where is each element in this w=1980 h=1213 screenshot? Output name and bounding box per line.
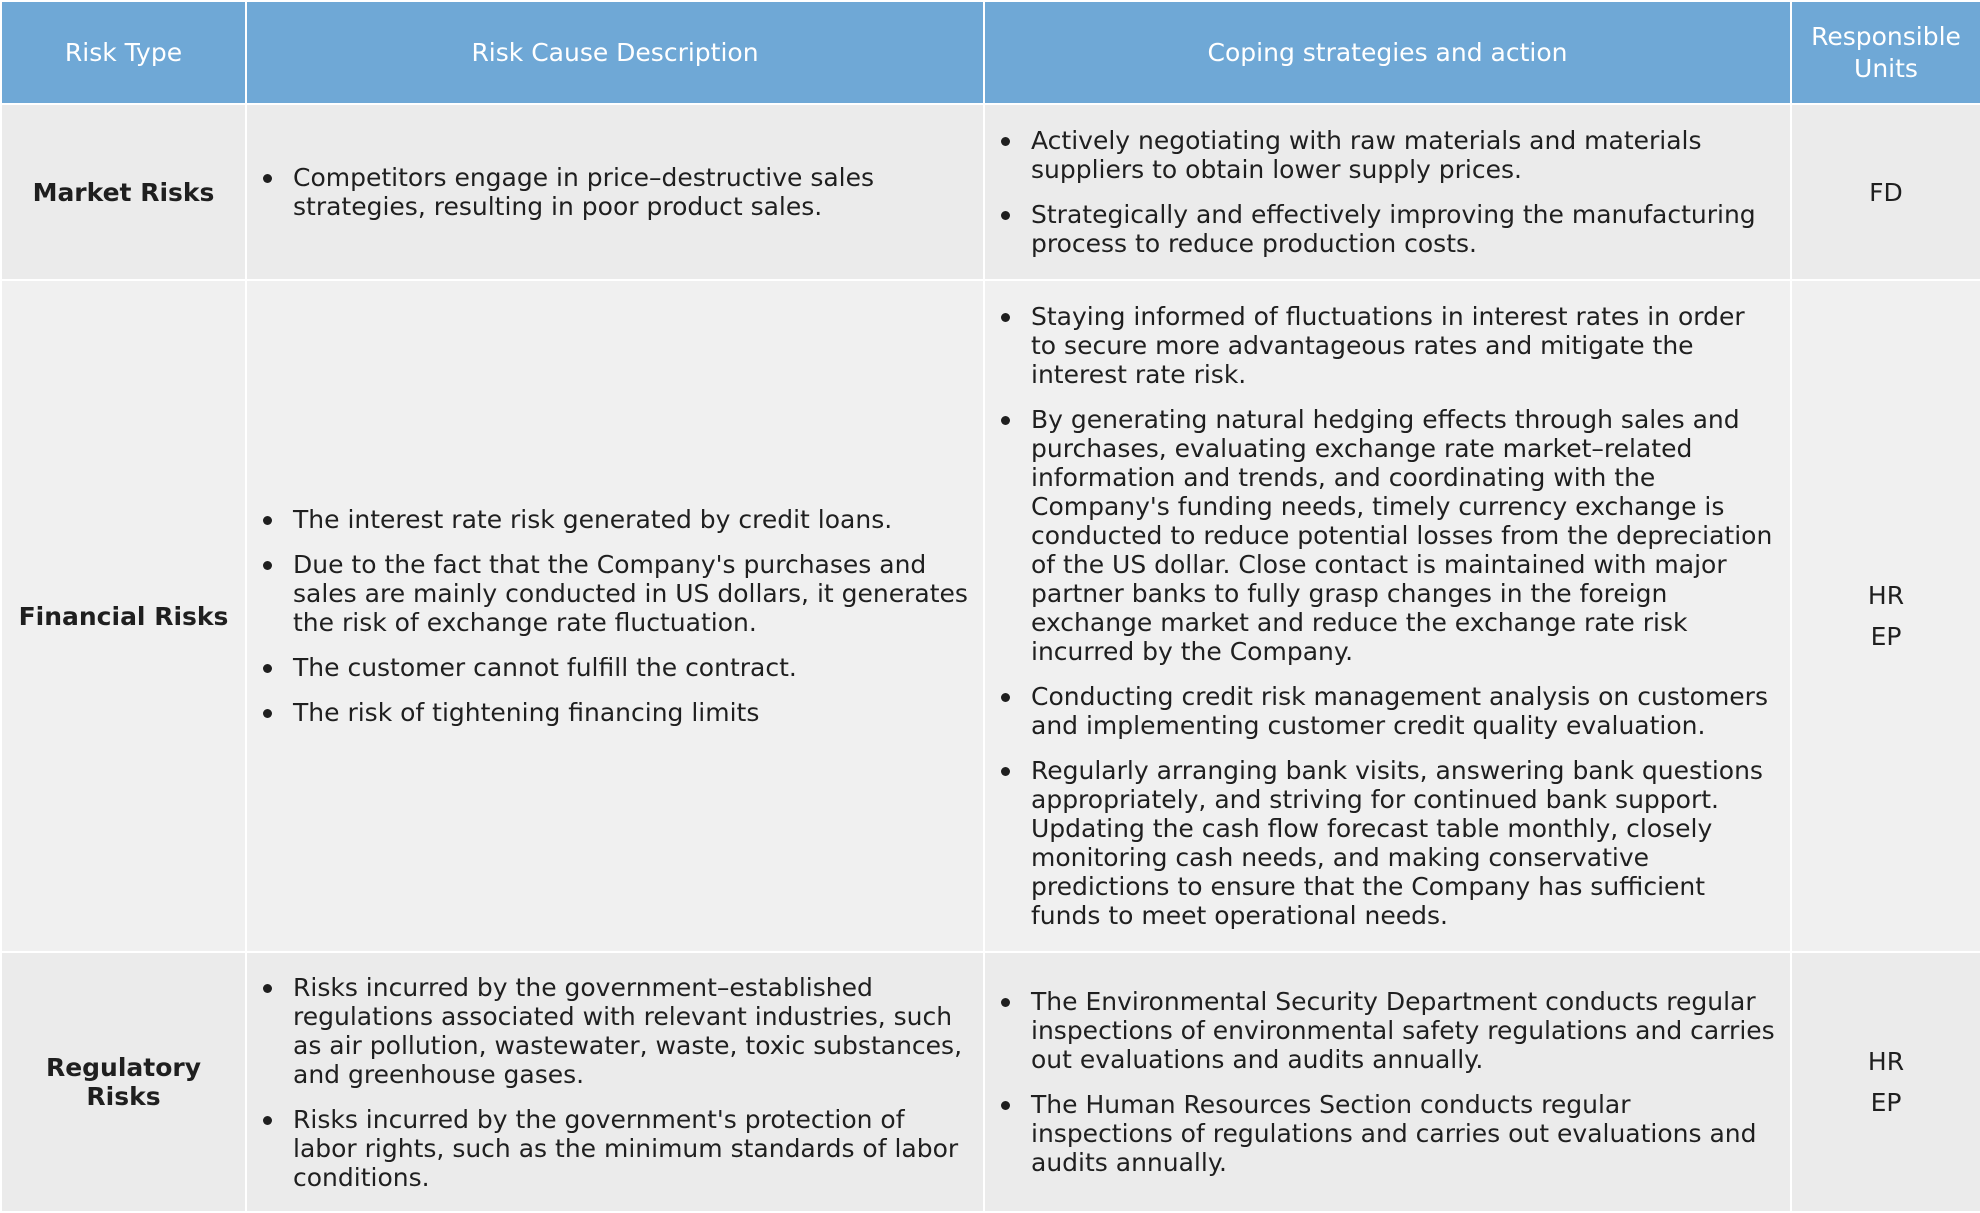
strategy-list (985, 987, 1776, 1177)
list-item: By generating natural hedging effects through sales and purchases, evaluating exchange rate market–related information and trends, and coordinating with the Company's funding needs, timely currency exchange is conducted to reduce potential losses from the depreciation of the US dollar. Close contact is maintained with major partner banks to fully grasp changes in the foreign exchange market and reduce the exchange rate risk incurred by the Company. (1031, 405, 1776, 666)
list-item: Risks incurred by the government's protection of labor rights, such as the minimum standards of labor conditions. (293, 1105, 969, 1192)
header-row (1, 1, 1980, 104)
cause-list (247, 163, 969, 221)
responsible-units-cell (1791, 280, 1980, 952)
cause-list (247, 505, 969, 727)
strategy-list (985, 302, 1776, 930)
list-item: Actively negotiating with raw materials and materials suppliers to obtain lower supply prices. (1031, 126, 1776, 184)
list-item: Conducting credit risk management analysis on customers and implementing customer credit quality evaluation. (1031, 682, 1776, 740)
strategy-cell (984, 104, 1791, 280)
list-item: Competitors engage in price–destructive sales strategies, resulting in poor product sales. (293, 163, 969, 221)
responsible-units-cell (1791, 104, 1980, 280)
risk-type-cell: Regulatory Risks (1, 952, 246, 1212)
list-item: Due to the fact that the Company's purchases and sales are mainly conducted in US dollars, it generates the risk of exchange rate fluctuation. (293, 550, 968, 637)
strategy-cell (984, 280, 1791, 952)
list-item: The customer cannot fulfill the contract. (293, 653, 969, 682)
list-item: Staying informed of fluctuations in interest rates in order to secure more advantageous rates and mitigate the interest rate risk. (1031, 302, 1776, 389)
unit-label: EP (1870, 1088, 1902, 1117)
header-risk-type: Risk Type (1, 1, 246, 104)
unit-label: EP (1870, 622, 1902, 651)
header-responsible-units: Responsible Units (1791, 1, 1980, 104)
table-row-regulatory-risks (1, 952, 1980, 1212)
responsible-units-cell (1791, 952, 1980, 1212)
list-item: The Environmental Security Department conducts regular inspections of environmental safety regulations and carries out evaluations and audits annually. (1031, 987, 1775, 1074)
risk-cause-cell (246, 280, 984, 952)
strategy-cell (984, 952, 1791, 1212)
list-item: Risks incurred by the government–established regulations associated with relevant industries, such as air pollution, wastewater, waste, toxic substances, and greenhouse gases. (293, 973, 969, 1089)
table-row-financial-risks (1, 280, 1980, 952)
risk-type-cell: Market Risks (1, 104, 246, 280)
strategy-list (985, 126, 1776, 258)
list-item: The Human Resources Section conducts regular inspections of regulations and carries out evaluations and audits annually. (1031, 1090, 1776, 1177)
table-row-market-risks (1, 104, 1980, 280)
unit-label: HR (1867, 1047, 1905, 1076)
header-strategies: Coping strategies and action (984, 1, 1791, 104)
list-item: The risk of tightening financing limits (293, 698, 969, 727)
list-item: Strategically and effectively improving the manufacturing process to reduce production costs. (1031, 200, 1776, 258)
risk-cause-cell (246, 104, 984, 280)
risk-type-cell: Financial Risks (1, 280, 246, 952)
unit-label: HR (1867, 581, 1905, 610)
unit-label: FD (1869, 177, 1903, 207)
header-risk-cause: Risk Cause Description (246, 1, 984, 104)
cause-list (247, 973, 969, 1192)
list-item: The interest rate risk generated by credit loans. (293, 505, 969, 534)
list-item: Regularly arranging bank visits, answering bank questions appropriately, and striving for continued bank support. Updating the cash flow forecast table monthly, closely monitoring cash needs, and making conservative predictions to ensure that the Company has sufficient funds to meet operational needs. (1031, 756, 1776, 930)
risk-cause-cell (246, 952, 984, 1212)
